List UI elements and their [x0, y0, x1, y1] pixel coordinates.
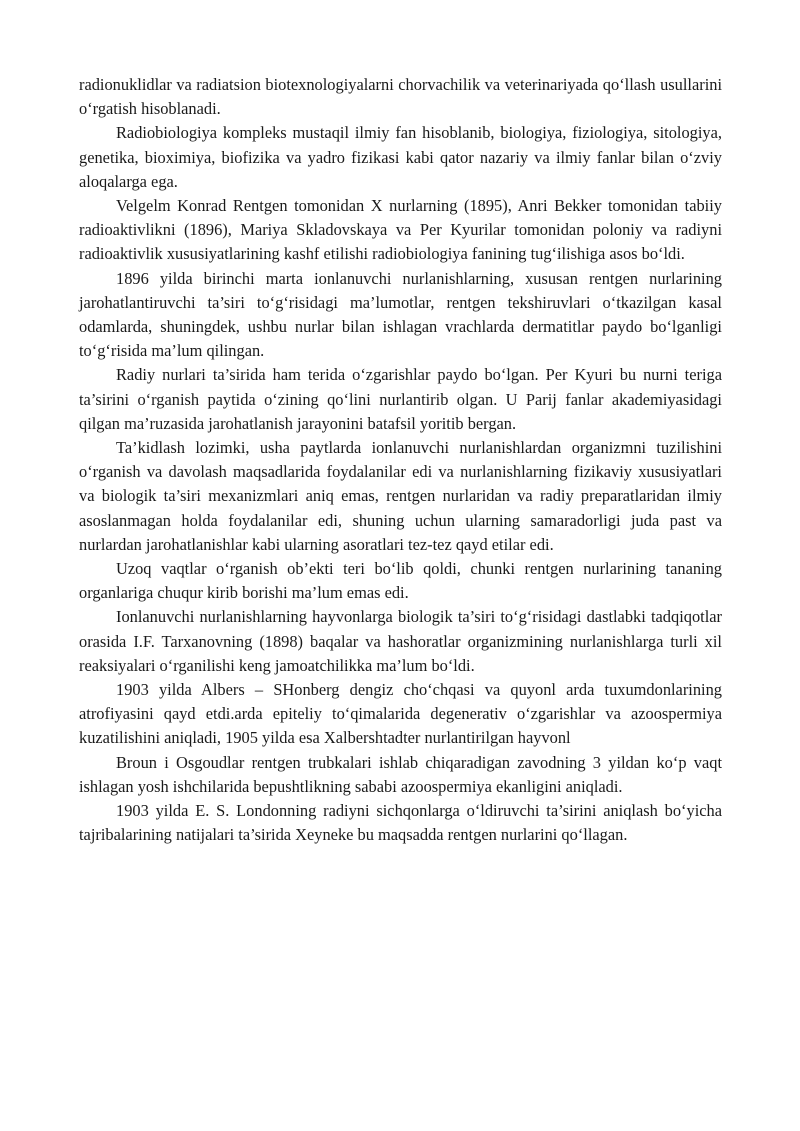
paragraph-5: Radiy nurlari ta’sirida ham terida o‘zgarishlar paydo bo‘lgan. Per Kyuri bu nurni teriga ta’sirini o‘rganish paytida o‘zining qo‘lini nurlantirib olgan. U Parij fanlar akademiyasidagi qilgan ma’ruzasida jarohatlanish jarayonini batafsil yoritib bergan.: [79, 365, 722, 433]
paragraph-3: Velgelm Konrad Rentgen tomonidan X nurlarning (1895), Anri Bekker tomonidan tabiiy radioaktivlikni (1896), Mariya Skladovskaya va Per Kyurilar tomonidan poloniy va radiyni radioaktivlik xususiyatlarining kashf etilishi radiobiologiya fanining tug‘ilishiga asos bo‘ldi.: [79, 196, 722, 264]
paragraph-1: radionuklidlar va radiatsion biotexnologiyalarni chorvachilik va veterinariyada qo‘llash usullarini o‘rgatish hisoblanadi.: [79, 75, 722, 119]
paragraph-7: Uzoq vaqtlar o‘rganish ob’ekti teri bo‘lib qoldi, chunki rentgen nurlarining tananing organlariga chuqur kirib borishi ma’lum emas edi.: [79, 559, 722, 603]
paragraph-10: Broun i Osgoudlar rentgen trubkalari ishlab chiqaradigan zavodning 3 yildan ko‘p vaqt ishlagan yosh ishchilarida bepushtlikning sababi azoospermiya ekanligini aniqladi.: [79, 752, 722, 796]
document-body: [79, 73, 722, 848]
paragraph-11: 1903 yilda E. S. Londonning radiyni sichqonlarga o‘ldiruvchi ta’sirini aniqlash bo‘yicha tajribalarining natijalari ta’sirida Xeyneke bu maqsadda rentgen nurlarini qo‘llagan.: [79, 801, 722, 845]
paragraph-6: Ta’kidlash lozimki, usha paytlarda ionlanuvchi nurlanishlardan organizmni tuzilishini o‘rganish va davolash maqsadlarida foydalanilar edi va nurlanishlarning fizikaviy xususiyatlari va biologik ta’siri mexanizmlari aniq emas, rentgen nurlaridan va radiy preparatlaridan ilmiy asoslanmagan holda foydalanilar edi, shuning uchun ularning samaradorligi juda past va nurlardan jarohatlanishlar kabi ularning asoratlari tez-tez qayd etilar edi.: [79, 438, 722, 554]
paragraph-2: Radiobiologiya kompleks mustaqil ilmiy fan hisoblanib, biologiya, fiziologiya, sitologiya, genetika, bioximiya, biofizika va yadro fizikasi kabi qator nazariy va ilmiy fanlar bilan o‘zviy aloqalarga ega.: [79, 123, 722, 191]
paragraph-8: Ionlanuvchi nurlanishlarning hayvonlarga biologik ta’siri to‘g‘risidagi dastlabki tadqiqotlar orasida I.F. Tarxanovning (1898) baqalar va hashoratlar organizmining nurlanishlarga turli xil reaksiyalari o‘rganilishi keng jamoatchilikka ma’lum bo‘ldi.: [79, 607, 722, 675]
paragraph-9: 1903 yilda Albers – SHonberg dengiz cho‘chqasi va quyonl arda tuxumdonlarining atrofiyasini qayd etdi.arda epiteliy to‘qimalarida degenerativ o‘zgarishlar va azoospermiya kuzatilishini aniqladi, 1905 yilda esa Xalbershtadter nurlantirilgan hayvonl: [79, 680, 722, 748]
paragraph-4: 1896 yilda birinchi marta ionlanuvchi nurlanishlarning, xususan rentgen nurlarining jarohatlantiruvchi ta’siri to‘g‘risidagi ma’lumotlar, rentgen tekshiruvlari o‘tkazilgan kasal odamlarda, shuningdek, ushbu nurlar bilan ishlagan vrachlarda dermatitlar paydo bo‘lganligi to‘g‘risida ma’lum qilingan.: [79, 268, 722, 361]
